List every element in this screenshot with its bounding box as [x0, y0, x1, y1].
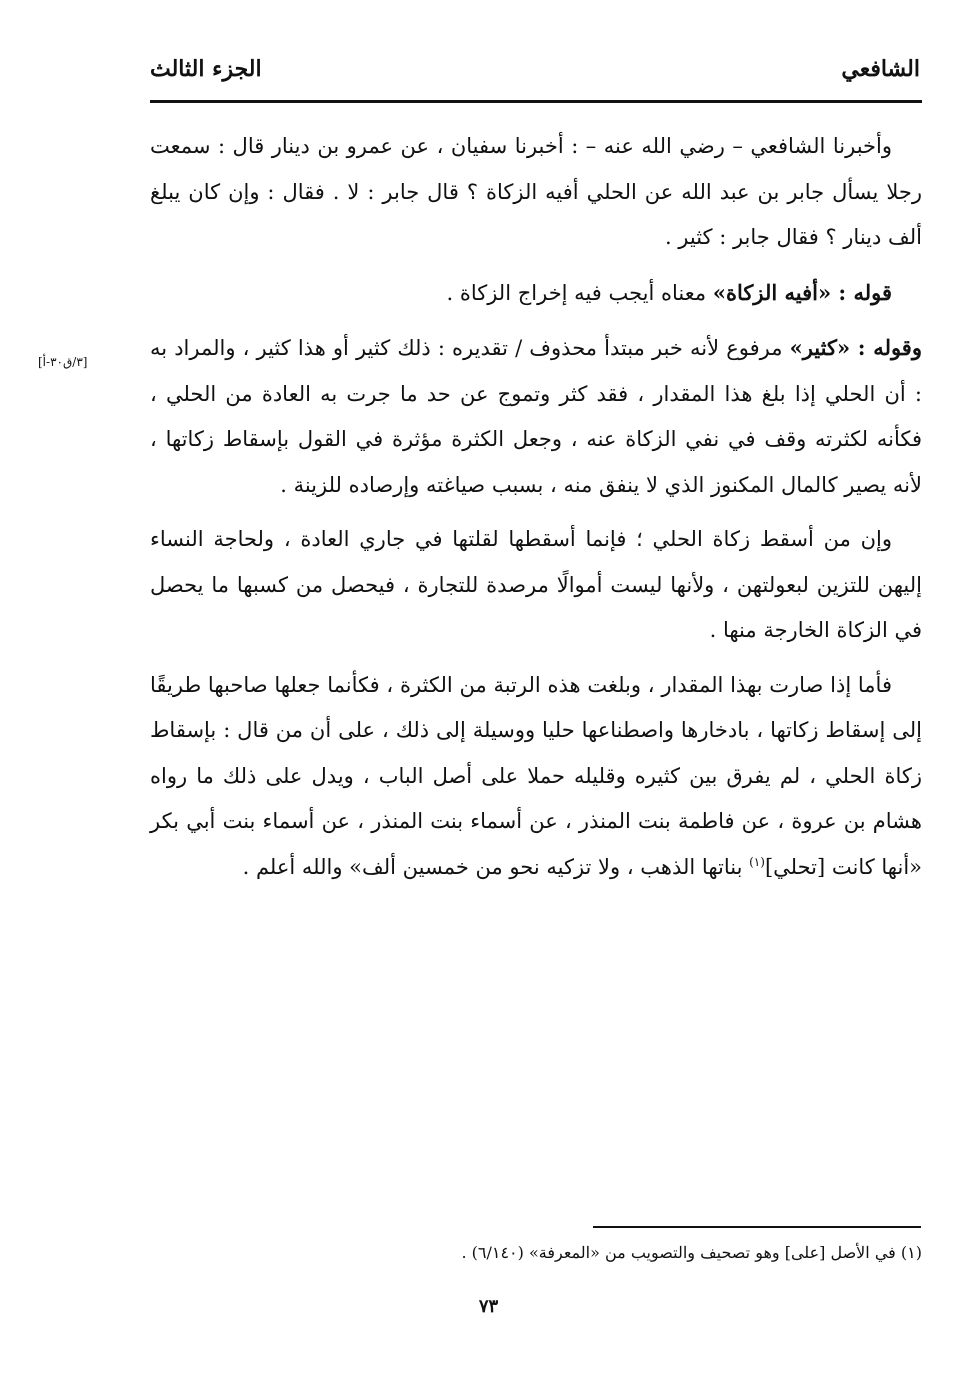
page-number: ٧٣ [478, 1296, 499, 1317]
header-book-title: الشافعي [841, 56, 920, 82]
running-header [150, 56, 920, 96]
paragraph-hadith [150, 124, 922, 261]
paragraph-text: معناه أيجب فيه إخراج الزكاة . [446, 280, 713, 305]
paragraph-text: مرفوع لأنه خبر مبتدأ محذوف / تقديره : ذلك كثير أو هذا كثير ، والمراد به : أن الحلي إذا بلغ هذا المقدار ، فقد كثر وتموج عن حد ما جرت به العادة من الحلي ، فكأنه لكثرته وقف في نفي الزكاة عنه ، وجعل الكثرة مؤثرة في القول بإسقاط زكاتها ، لأنه يصير كالمال المكنوز الذي لا ينفق منه ، بسبب صياغته وإرصاده للزينة . [150, 336, 922, 497]
paragraph-text: وإن من أسقط زكاة الحلي ؛ فإنما أسقطها لقلتها في جاري العادة ، ولحاجة النساء إليهن للتزين لبعولتهن ، ولأنها ليست أموالًا مرصدة للتجارة ، فيحصل من كسبها ما يحصل في الزكاة الخارجة منها . [150, 527, 922, 642]
paragraph-commentary-2 [150, 325, 922, 508]
paragraph-text: فأما إذا صارت بهذا المقدار ، وبلغت هذه الرتبة من الكثرة ، فكأنما جعلها صاحبها طريقًا إلى إسقاط زكاتها ، بادخارها واصطناعها حليا ووسيلة إلى ذلك ، على أن من قال : بإسقاط زكاة الحلي ، لم يفرق بين كثيره وقليله حملا على أصل الباب ، ويدل على ذلك ما رواه هشام بن عروة ، عن فاطمة بنت المنذر ، عن أسماء بنت المنذر ، عن أسماء بنت أبي بكر «أنها كانت [تحلي] [150, 672, 922, 879]
footnote: (١) في الأصل [على] وهو تصحيف والتصويب من «المعرفة» (٦/١٤٠) . [461, 1243, 922, 1262]
footnote-rule [593, 1226, 921, 1228]
paragraph-commentary-4 [150, 663, 922, 891]
paragraph-commentary-1 [150, 270, 922, 317]
quoted-phrase: قوله : «أفيه الزكاة» [712, 279, 892, 305]
quoted-phrase: وقوله : «كثير» [789, 335, 922, 360]
paragraph-text: بناتها الذهب ، ولا تزكيه نحو من خمسين ألف» والله أعلم . [242, 854, 750, 879]
main-text [150, 124, 922, 899]
footnote-marker[interactable]: (١) [749, 854, 765, 869]
paragraph-text: وأخبرنا الشافعي – رضي الله عنه – : أخبرنا سفيان ، عن عمرو بن دينار قال : سمعت رجلا يسأل جابر بن عبد الله عن الحلي أفيه الزكاة ؟ قال جابر : لا . فقال : وإن كان يبلغ ألف دينار ؟ فقال جابر : كثير . [150, 134, 922, 249]
margin-manuscript-reference: [٣/ق٣٠-أ] [38, 355, 88, 369]
header-rule [150, 100, 922, 103]
header-volume: الجزء الثالث [150, 56, 262, 82]
paragraph-commentary-3 [150, 517, 922, 654]
